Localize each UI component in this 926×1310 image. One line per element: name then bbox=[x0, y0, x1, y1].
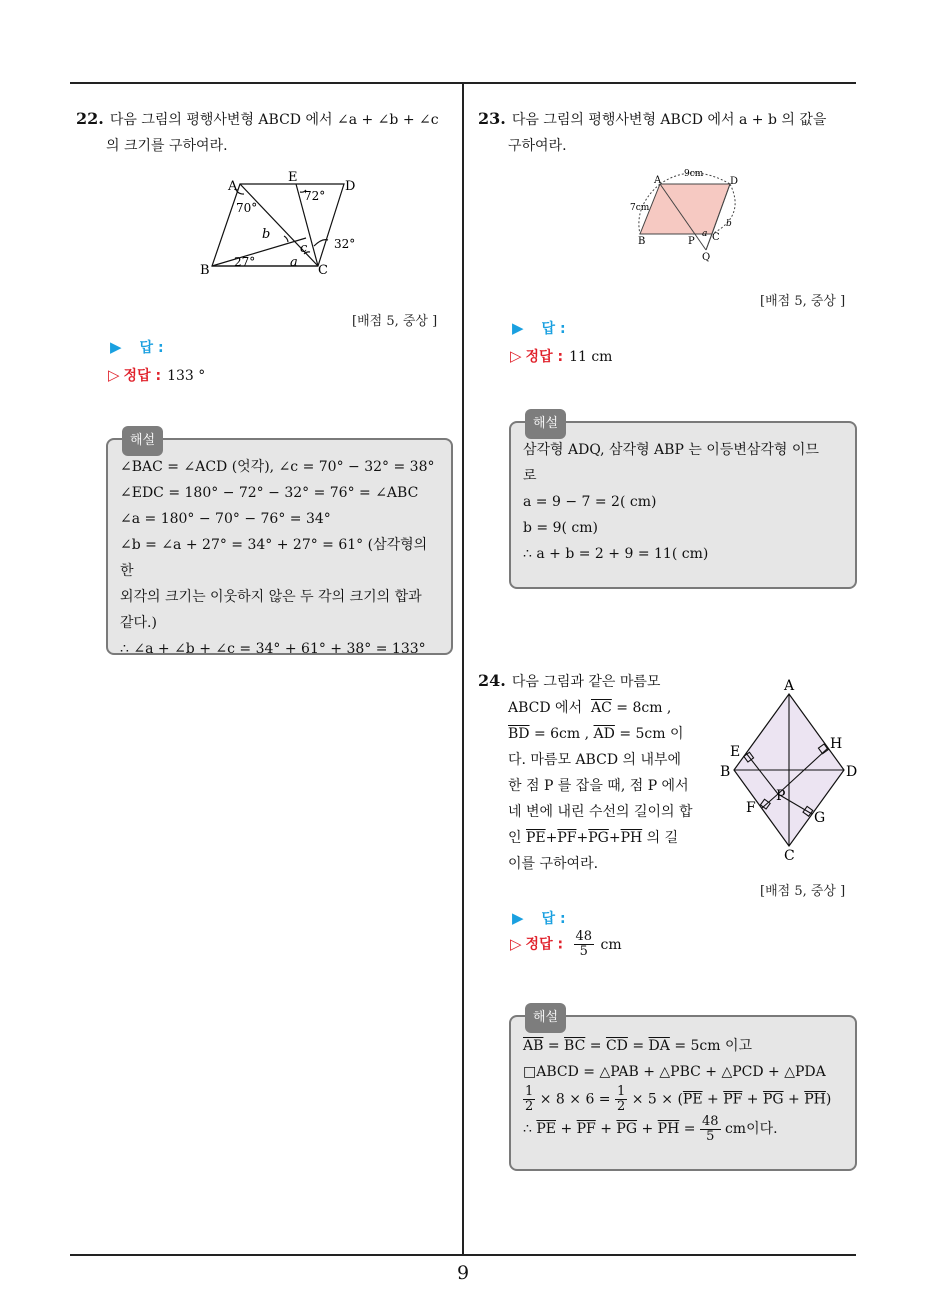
figure-label: 9cm bbox=[684, 169, 704, 179]
correct-label: 정답 : bbox=[123, 368, 162, 384]
explanation-line: ∴ a + b = 2 + 9 = 11( cm) bbox=[523, 546, 709, 562]
figure-label: 7cm bbox=[630, 203, 650, 213]
segment-ph: $\overline{PH}$ bbox=[657, 1121, 680, 1137]
explanation-box bbox=[106, 433, 453, 657]
explanation-line: ∠a = 180° − 70° − 76° = 34° bbox=[120, 511, 331, 527]
column-divider bbox=[462, 83, 464, 1255]
explanation-text: ) bbox=[825, 1091, 832, 1108]
question-text: 구하여라. bbox=[508, 138, 567, 154]
fraction-numerator: 48 bbox=[701, 1113, 719, 1129]
segment-bd: $\overline{BD}$ bbox=[508, 726, 530, 742]
explanation-line: ∴ $\overline{PE} + \overline{PF} + \overline{PG} + \overline{PH}$ = $\frac{48}{5}$ cm이다. bbox=[523, 1113, 778, 1144]
figure-label: H bbox=[830, 736, 843, 752]
explanation-line: ∠EDC = 180° − 72° − 32° = 76° = ∠ABC bbox=[120, 485, 419, 501]
question-text: = 6cm , bbox=[533, 726, 590, 742]
figure-label: P bbox=[688, 236, 695, 247]
explanation-box bbox=[509, 1010, 857, 1171]
segment-ab: $\overline{AB}$ bbox=[523, 1038, 544, 1054]
figure-label: 70° bbox=[236, 201, 258, 215]
question-text: 네 변에 내린 수선의 길이의 합 bbox=[508, 804, 693, 820]
fraction-numerator: 1 bbox=[525, 1084, 534, 1099]
triangle-play-icon: ▶ bbox=[110, 338, 122, 356]
figure-label: D bbox=[345, 179, 356, 194]
figure-label: C bbox=[318, 263, 328, 278]
triangle-play-icon: ▶ bbox=[512, 319, 524, 337]
correct-answer-row bbox=[510, 346, 612, 366]
explanation-tag: 해설 bbox=[525, 1003, 566, 1033]
answer-row bbox=[110, 337, 164, 357]
figure-label: b bbox=[262, 227, 271, 242]
figure-label: C bbox=[712, 232, 720, 243]
question-number: 23. bbox=[478, 109, 506, 128]
segment-ph: $\overline{PH}$ bbox=[620, 830, 643, 846]
explanation-tag: 해설 bbox=[122, 426, 163, 456]
figure-label: a bbox=[290, 255, 298, 270]
figure-label: G bbox=[814, 810, 826, 826]
triangle-outline-icon: ▷ bbox=[108, 366, 120, 384]
correct-label: 정답 : bbox=[525, 936, 564, 953]
segment-pf: $\overline{PF}$ bbox=[576, 1121, 596, 1137]
explanation-line: b = 9( cm) bbox=[523, 520, 598, 536]
question-text: 다. 마름모 ABCD 의 내부에 bbox=[508, 752, 682, 768]
figure-label: 32° bbox=[334, 237, 356, 251]
fraction-result bbox=[700, 1115, 721, 1144]
question-23 bbox=[478, 106, 858, 159]
segment-pg: $\overline{PG}$ bbox=[588, 830, 609, 846]
figure-label: C bbox=[784, 848, 795, 864]
correct-answer-row bbox=[510, 930, 622, 959]
question-text: 의 길 bbox=[646, 830, 679, 846]
answer-label: 답 : bbox=[139, 340, 164, 356]
fraction-numerator: 48 bbox=[575, 929, 593, 944]
explanation-line: 외각의 크기는 이웃하지 않은 두 각의 크기의 합과 bbox=[120, 589, 422, 605]
question-text: 의 크기를 구하여라. bbox=[106, 138, 228, 154]
question-text: 다음 그림의 평행사변형 ABCD 에서 a + b 의 값을 bbox=[511, 112, 827, 128]
figure-label: 72° bbox=[304, 189, 326, 203]
figure-label: A bbox=[654, 175, 662, 186]
explanation-text: cm이다. bbox=[724, 1121, 778, 1137]
figure-label: a bbox=[702, 229, 708, 239]
correct-answer-row bbox=[108, 365, 205, 385]
parallelogram-figure-22 bbox=[196, 168, 366, 280]
question-text: 한 점 P 를 잡을 때, 점 P 에서 bbox=[508, 778, 689, 794]
fraction-half bbox=[615, 1085, 627, 1114]
question-22 bbox=[76, 106, 456, 159]
question-text: 인 bbox=[508, 830, 522, 846]
page-number: 9 bbox=[456, 1262, 470, 1284]
segment-ac: $\overline{AC}$ bbox=[591, 700, 612, 716]
correct-value: 133 ° bbox=[167, 368, 206, 384]
explanation-line: 같다.) bbox=[120, 615, 157, 631]
question-text: 다음 그림과 같은 마름모 bbox=[511, 674, 661, 690]
figure-label: E bbox=[730, 744, 741, 760]
triangle-outline-icon: ▷ bbox=[510, 347, 522, 365]
segment-ph: $\overline{PH}$ bbox=[804, 1091, 826, 1108]
answer-row bbox=[512, 318, 566, 338]
figure-label: c bbox=[300, 241, 308, 256]
figure-label: B bbox=[200, 263, 210, 278]
segment-pf: $\overline{PF}$ bbox=[557, 830, 577, 846]
triangle-outline-icon: ▷ bbox=[510, 934, 522, 953]
answer-row bbox=[512, 908, 566, 928]
figure-label: B bbox=[720, 764, 731, 780]
segment-cd: $\overline{CD}$ bbox=[605, 1038, 628, 1054]
question-24: 24. 다음 그림과 같은 마름모 ABCD 에서 $\overline{AC} = 8cm$ , $\overline{BD} = 6cm$ , $\overline{AD} = 5cm$ 이 다. 마름모 ABCD 의 내부에 한 점 P 를 잡을 때, 점 P 에서 네 변에 내린 수선의 길이의 합 인 $\overline{PE}+\overline{PF}+\overline{PG}+\overline{PH}$ 의 길 이를 구하여라. bbox=[478, 668, 710, 877]
segment-bc: $\overline{BC}$ bbox=[564, 1038, 586, 1054]
segment-ad: $\overline{AD}$ bbox=[593, 726, 615, 742]
figure-label: b bbox=[726, 219, 732, 229]
explanation-line: $\overline{AB} = \overline{BC} = \overline{CD} = \overline{DA} = 5cm$ 이고 bbox=[523, 1038, 753, 1054]
answer-label: 답 : bbox=[541, 911, 566, 927]
figure-label: 27° bbox=[234, 255, 256, 269]
fraction-denominator: 5 bbox=[579, 944, 588, 959]
explanation-tag: 해설 bbox=[525, 409, 566, 439]
segment-pg: $\overline{PG}$ bbox=[616, 1121, 638, 1137]
explanation-box bbox=[509, 416, 857, 589]
segment-da: $\overline{DA}$ bbox=[648, 1038, 670, 1054]
fraction-denominator: 2 bbox=[617, 1099, 626, 1114]
figure-label: F bbox=[746, 800, 756, 816]
question-text: 이를 구하여라. bbox=[508, 856, 599, 872]
segment-pg: $\overline{PG}$ bbox=[762, 1091, 784, 1108]
explanation-line: □ABCD = △PAB + △PBC + △PCD + △PDA bbox=[523, 1064, 826, 1080]
question-text: = 5cm 이 bbox=[619, 726, 684, 742]
parallelogram-figure-23 bbox=[626, 166, 746, 262]
segment-pe: $\overline{PE}$ bbox=[682, 1091, 703, 1108]
explanation-line: $\frac{1}{2}$ × 8 × 6 = $\frac{1}{2}$ × $5 \times (\overline{PE} + \overline{PF} + \overline{PG} + \overline{PH})$ bbox=[525, 1084, 832, 1114]
fraction-half bbox=[523, 1085, 535, 1114]
figure-label: D bbox=[730, 176, 739, 187]
figure-label: A bbox=[228, 179, 238, 194]
figure-label: Q bbox=[702, 252, 711, 262]
explanation-line: 삼각형 ADQ, 삼각형 ABP 는 이등변삼각형 이므 bbox=[523, 442, 819, 458]
correct-unit: cm bbox=[600, 936, 622, 953]
explanation-line: ∠b = ∠a + 27° = 34° + 27° = 61° (삼각형의 한 bbox=[120, 537, 428, 579]
explanation-text: × 5 × ( bbox=[631, 1091, 683, 1108]
question-number: 24. bbox=[478, 671, 506, 690]
triangle-play-icon: ▶ bbox=[512, 909, 524, 927]
question-number: 22. bbox=[76, 109, 104, 128]
segment-pe: $\overline{PE}$ bbox=[525, 830, 546, 846]
fraction-denominator: 2 bbox=[525, 1099, 534, 1114]
figure-label: B bbox=[638, 236, 646, 247]
correct-label: 정답 : bbox=[525, 349, 564, 365]
score-label: [배점 5, 중상 ] bbox=[352, 314, 438, 329]
figure-label: E bbox=[288, 170, 298, 185]
explanation-line: a = 9 − 7 = 2( cm) bbox=[523, 494, 657, 510]
question-text: ABCD 에서 bbox=[508, 700, 583, 716]
rhombus-figure-24 bbox=[716, 676, 866, 864]
explanation-text: = 5cm 이고 bbox=[674, 1038, 753, 1054]
fraction-numerator: 1 bbox=[617, 1084, 626, 1099]
explanation-line: 로 bbox=[523, 468, 537, 484]
explanation-line: ∴ ∠a + ∠b + ∠c = 34° + 61° + 38° = 133° bbox=[120, 641, 426, 657]
fraction-denominator: 5 bbox=[706, 1128, 715, 1144]
question-text: = 8cm , bbox=[616, 700, 672, 716]
segment-pe: $\overline{PE}$ bbox=[536, 1121, 556, 1137]
score-label: [배점 5, 중상 ] bbox=[760, 294, 846, 309]
figure-label: A bbox=[784, 678, 795, 694]
correct-fraction bbox=[574, 930, 595, 959]
question-text: 다음 그림의 평행사변형 ABCD 에서 ∠a + ∠b + ∠c bbox=[109, 112, 439, 128]
answer-label: 답 : bbox=[541, 321, 566, 337]
score-label: [배점 5, 중상 ] bbox=[760, 884, 846, 899]
figure-label: D bbox=[846, 764, 858, 780]
correct-value: 11 cm bbox=[569, 349, 613, 365]
explanation-line: ∠BAC = ∠ACD (엇각), ∠c = 70° − 32° = 38° bbox=[120, 459, 435, 475]
figure-label: P bbox=[776, 788, 786, 804]
bottom-rule bbox=[70, 1254, 856, 1256]
segment-pf: $\overline{PF}$ bbox=[723, 1091, 743, 1108]
explanation-text: × 8 × 6 = bbox=[539, 1091, 611, 1108]
